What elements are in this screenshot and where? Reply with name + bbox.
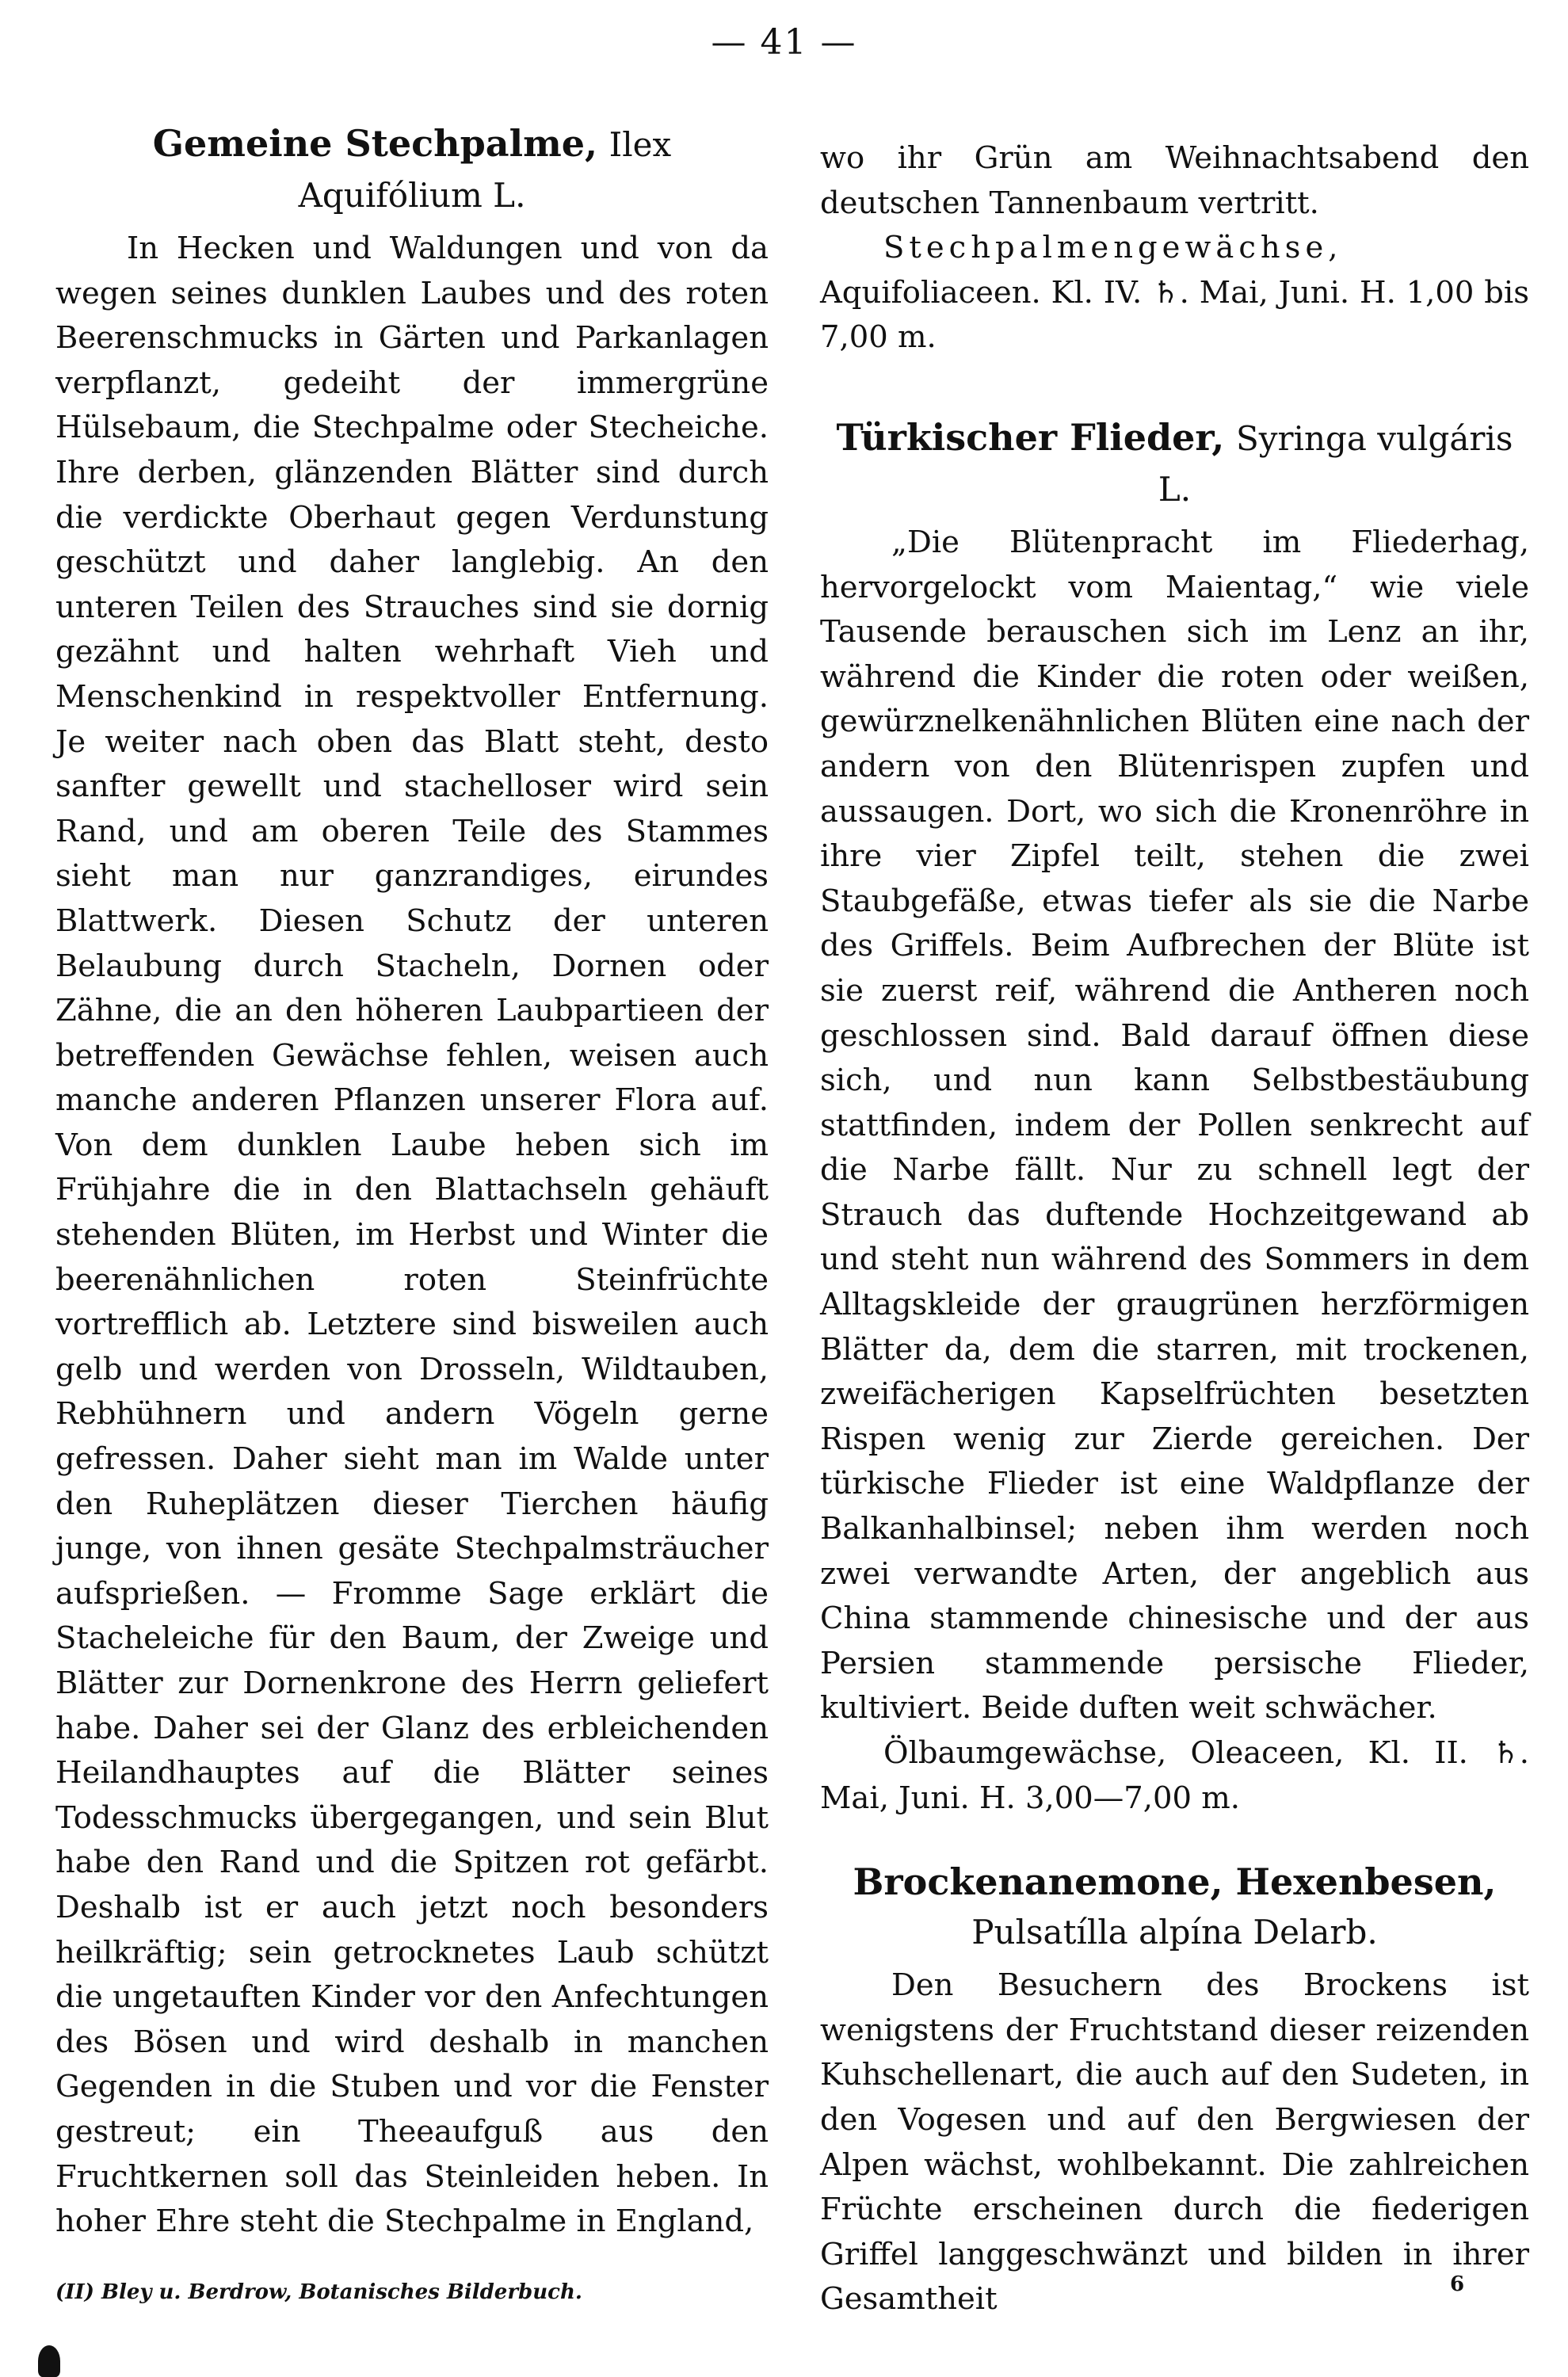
entry-latin-name: Pulsatílla alpína Delarb. xyxy=(971,1913,1378,1952)
right-column xyxy=(820,136,1529,2322)
entry-common-name: Brockenanemone, Hexenbesen, xyxy=(853,1860,1497,1904)
entry-latin-name: Syringa vulgáris L. xyxy=(1158,418,1513,509)
entry-body-flieder: „Die Blütenpracht im Fliederhag, hervorgelockt vom Maientag,“ wie viele Tausende berauschen sich im Lenz an ihr, während die Kinder die roten oder weißen, gewürznelkenähnlichen Blüten eine nach der andern von den Blütenrispen zupfen und aussaugen. Dort, wo sich die Kronenröhre in ihre vier Zipfel teilt, stehen die zwei Staubgefäße, etwas tiefer als sie die Narbe des Griffels. Beim Aufbrechen der Blüte ist sie zuerst reif, während die Antheren noch geschlossen sind. Bald darauf öffnen diese sich, und nun kann Selbstbestäubung stattfinden, indem der Pollen senkrecht auf die Narbe fällt. Nur zu schnell legt der Strauch das duftende Hochzeitgewand ab und steht nun während des Sommers in dem Alltagskleide der graugrünen herzförmigen Blätter da, dem die starren, mit trockenen, zweifächerigen Kapselfrüchten besetzten Rispen wenig zur Zierde gereichen. Der türkische Flieder ist eine Waldpflanze der Balkanhalbinsel; neben ihm werden noch zwei verwandte Arten, der angeblich aus China stammende chinesische und der aus Persien stammende persische Flieder, kultiviert. Beide duften weit schwächer. xyxy=(820,524,1529,1726)
family-name-spaced: Stechpalmengewächse, xyxy=(883,230,1343,266)
entry-body-stechpalme: In Hecken und Waldungen und von da wegen seines dunklen Laubes und des roten Beerenschmucks in Gärten und Parkanlagen verpflanzt, gedeiht der immergrüne Hülsebaum, die Stechpalme oder Stecheiche. Ihre derben, glänzenden Blätter sind durch die verdickte Oberhaut gegen Verdunstung geschützt und daher langlebig. An den unteren Teilen des Strauches sind sie dornig gezähnt und halten wehrhaft Vieh und Menschenkind in respektvoller Entfernung. Je weiter nach oben das Blatt steht, desto sanfter gewellt und stachelloser wird sein Rand, und am oberen Teile des Stammes sieht man nur ganzrandiges, eirundes Blattwerk. Diesen Schutz der unteren Belaubung durch Stacheln, Dornen oder Zähne, die an den höheren Laubpartieen der betreffenden Gewächse fehlen, weisen auch manche anderen Pflanzen unserer Flora auf. Von dem dunklen Laube heben sich im Frühjahre die in den Blattachseln gehäuft stehenden Blüten, im Herbst und Winter die beerenähnlichen roten Steinfrüchte vortrefflich ab. Letztere sind bisweilen auch gelb und werden von Drosseln, Wildtauben, Rebhühnern und andern Vögeln gerne gefressen. Daher sieht man im Walde unter den Ruheplätzen dieser Tierchen häufig junge, von ihnen gesäte Stechpalmsträucher aufsprießen. — Fromme Sage erklärt die Stacheleiche für den Baum, der Zweige und Blätter zur Dornenkrone des Herrn geliefert habe. Daher sei der Glanz des erbleichenden Heilandhauptes auf die Blätter seines Todesschmucks übergegangen, und sein Blut habe den Rand und die Spitzen rot gefärbt. Deshalb ist er auch jetzt noch besonders heilkräftig; sein getrocknetes Laub schützt die ungetauften Kinder vor den Anfechtungen des Bösen und wird deshalb in manchen Gegenden in die Stuben und vor die Fenster gestreut; ein Theeaufguß aus den Fruchtkernen soll das Steinleiden heben. In hoher Ehre steht die Stechpalme in England, xyxy=(55,231,769,2240)
entry-title-stechpalme xyxy=(55,119,769,220)
entry-common-name: Gemeine Stechpalme, xyxy=(152,122,598,165)
entry-title-flieder xyxy=(820,413,1529,514)
page-number: — 41 — xyxy=(711,22,857,63)
entry-body-brockenanemone: Den Besuchern des Brockens ist wenigstens der Fruchtstand dieser reizenden Kuhschellenart, die auch auf den Sudeten, in den Vogesen und auf den Bergwiesen der Alpen wächst, wohlbekannt. Die zahlreichen Früchte erscheinen durch die fiederigen Griffel langgeschwänzt und bilden in ihrer Gesamtheit xyxy=(820,1967,1529,2318)
footer-signature-number: 6 xyxy=(1450,2272,1465,2296)
footer-publication: (II) Bley u. Berdrow, Botanisches Bilderbuch. xyxy=(55,2280,582,2304)
entry-title-brockenanemone xyxy=(820,1857,1529,1957)
family-line-stechpalme xyxy=(820,226,1529,361)
ink-blot xyxy=(38,2345,60,2377)
family-details: Aquifoliaceen. Kl. IV. ♄. Mai, Juni. H. 1,00 bis 7,00 m. xyxy=(820,274,1529,356)
left-column xyxy=(55,119,769,2245)
family-line-flieder: Ölbaumgewächse, Oleaceen, Kl. II. ♄. Mai, Juni. H. 3,00—7,00 m. xyxy=(820,1735,1529,1816)
entry-body-continuation: wo ihr Grün am Weihnachtsabend den deutschen Tannenbaum vertritt. xyxy=(820,140,1529,221)
entry-common-name: Türkischer Flieder, xyxy=(836,415,1225,459)
entry-latin-name: Ilex Aquifólium L. xyxy=(298,125,672,215)
